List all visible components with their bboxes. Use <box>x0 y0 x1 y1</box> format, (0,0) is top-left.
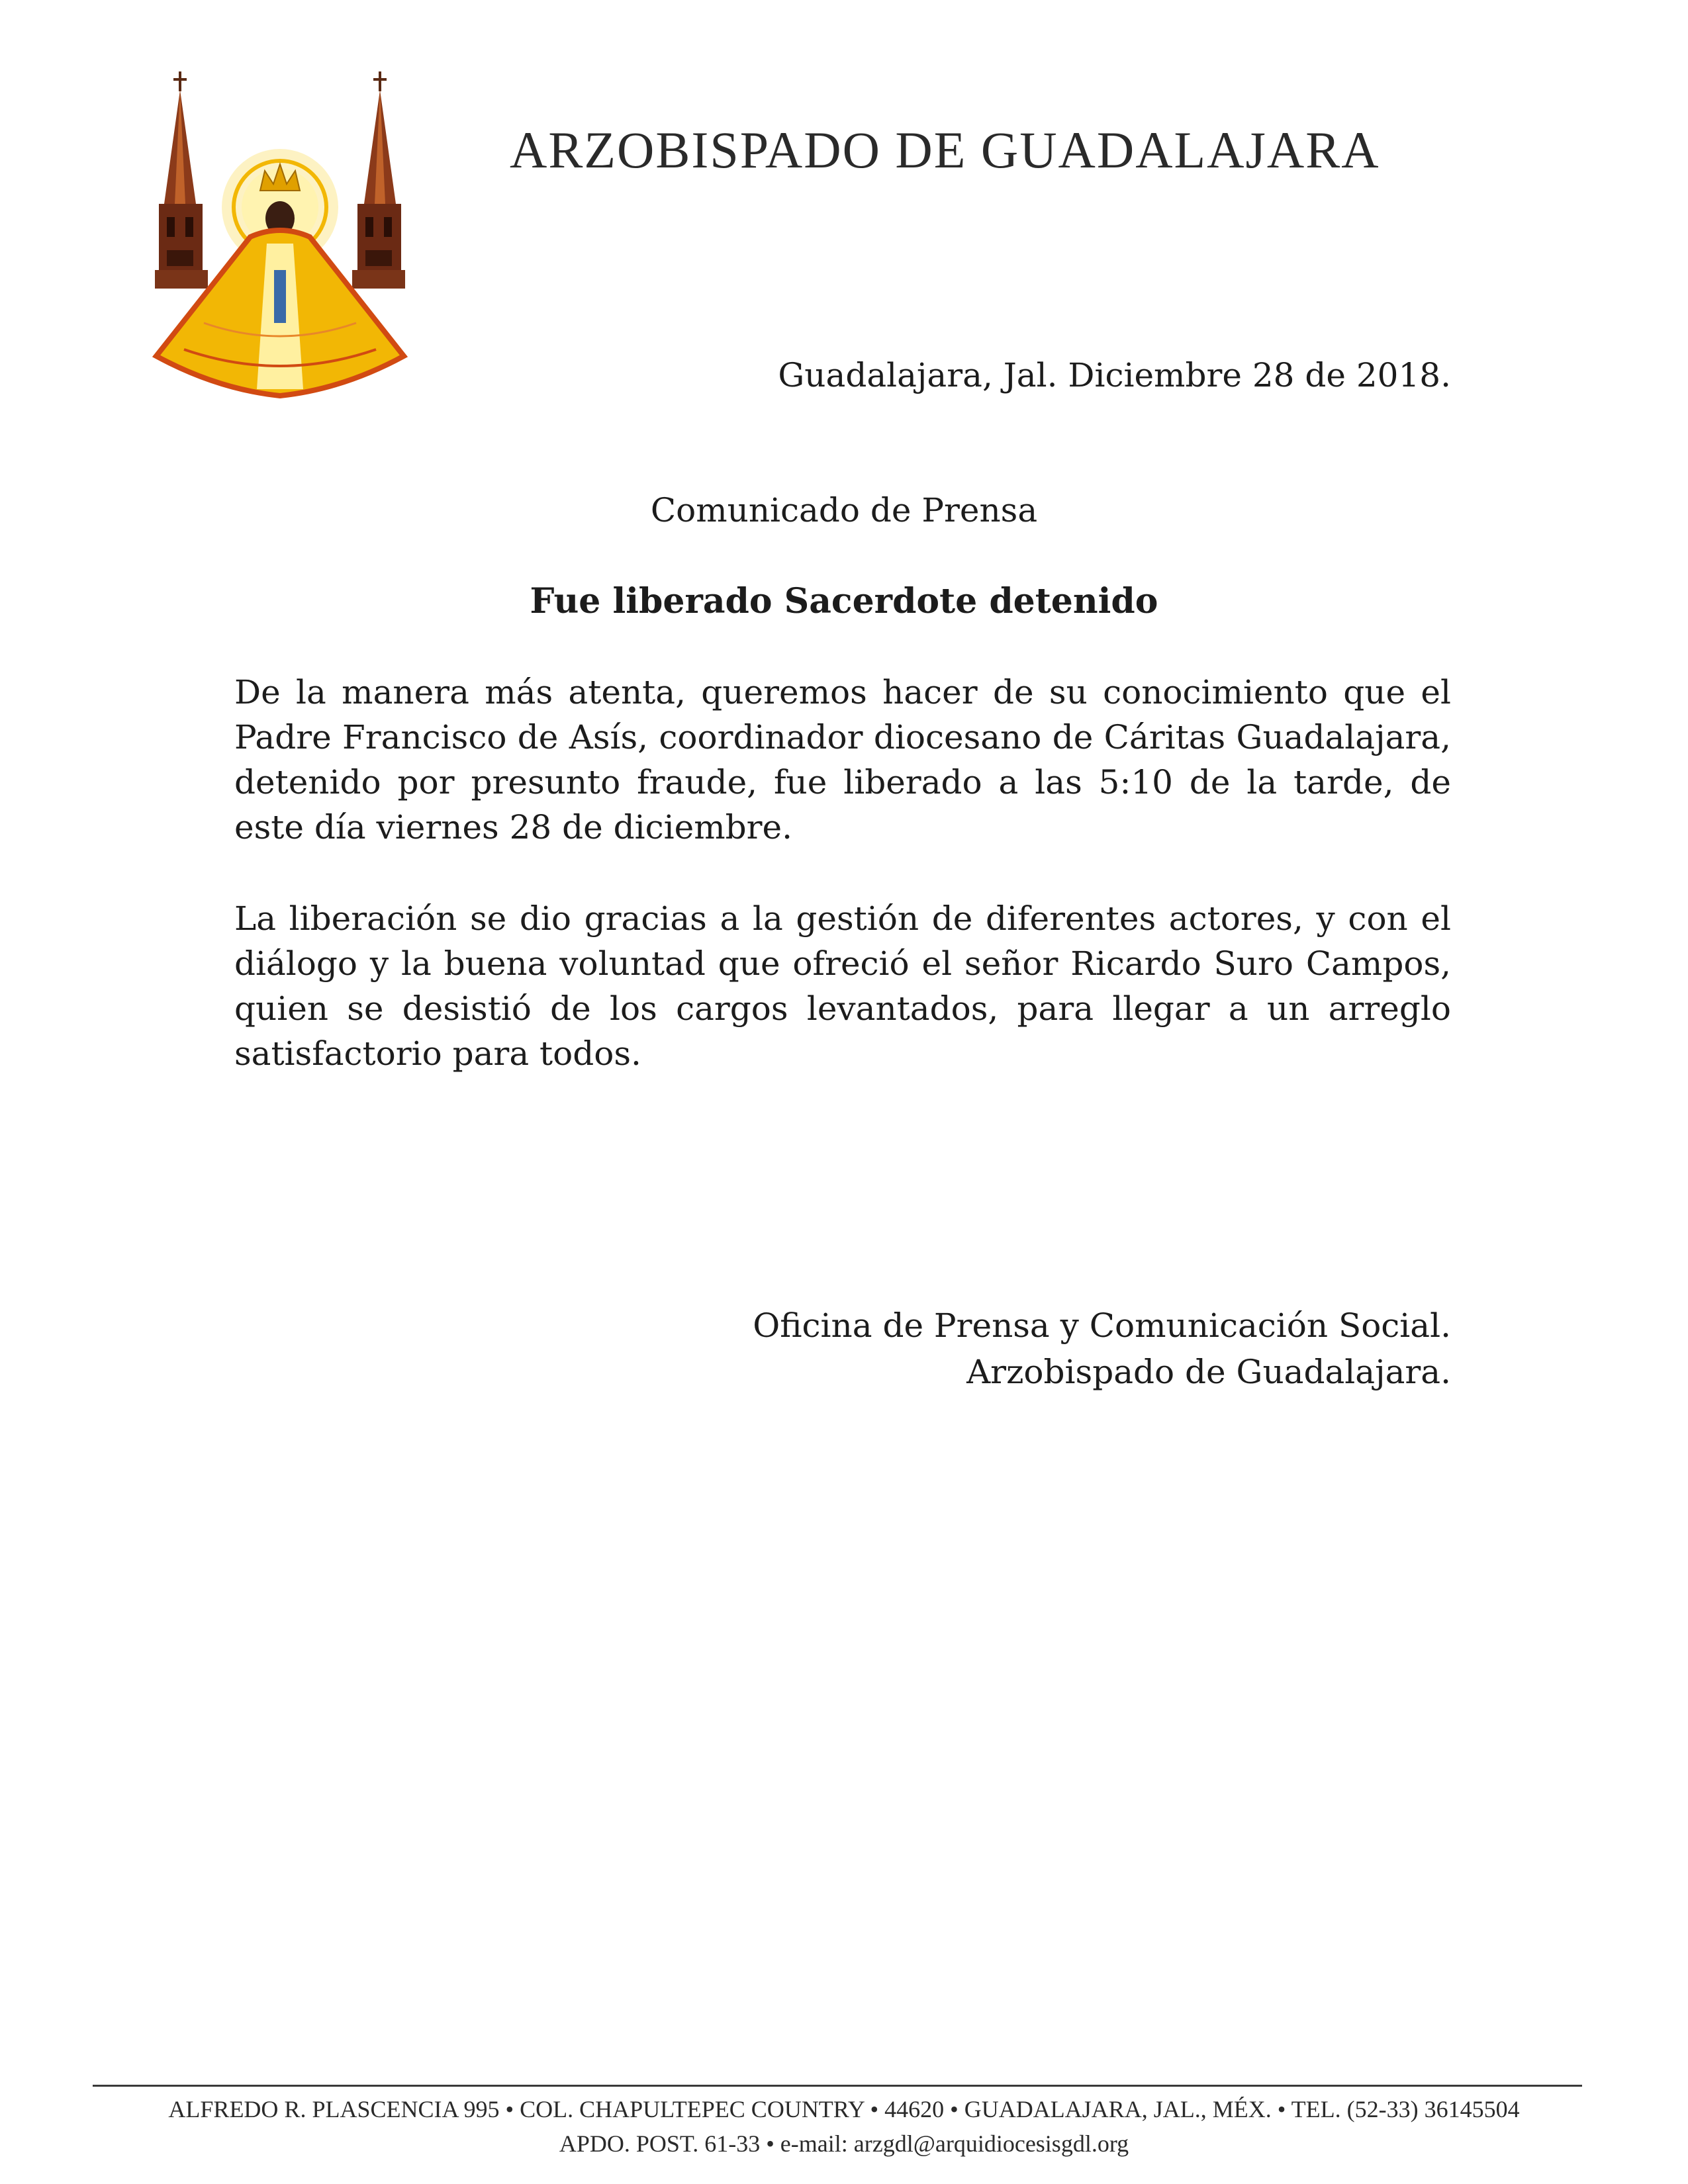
footer-divider <box>93 2085 1582 2087</box>
signature-organization: Arzobispado de Guadalajara. <box>966 1353 1451 1391</box>
paragraph: La liberación se dio gracias a la gestión de diferentes actores, y con el diálogo y la buena voluntad que ofreció el señor Ricardo Suro Campos, quien se desistió de los cargos levantados, para llegar a un arreglo satisfactorio para todos. <box>234 899 1451 1073</box>
signature-block <box>753 1302 1451 1395</box>
right-tower <box>352 71 405 289</box>
headline: Fue liberado Sacerdote detenido <box>530 581 1158 621</box>
date-line: Guadalajara, Jal. Diciembre 28 de 2018. <box>778 356 1451 394</box>
footer-address: ALFREDO R. PLASCENCIA 995 • COL. CHAPULTEPEC COUNTRY • 44620 • GUADALAJARA, JAL., MÉX. • TEL. (52-33) 36145504 <box>168 2096 1520 2122</box>
signature-office: Oficina de Prensa y Comunicación Social. <box>753 1306 1451 1345</box>
cathedral-virgin-logo-icon <box>144 71 416 410</box>
body-text <box>234 670 1451 1122</box>
press-release-label: Comunicado de Prensa <box>650 491 1038 529</box>
paragraph: De la manera más atenta, queremos hacer de su conocimiento que el Padre Francisco de Asís, coordinador diocesano de Cáritas Guadalajara, detenido por presunto fraude, fue liberado a las 5:10 de la tarde, de este día viernes 28 de diciembre. <box>234 673 1451 846</box>
letterhead-title: ARZOBISPADO DE GUADALAJARA <box>510 121 1380 179</box>
footer-contact: APDO. POST. 61-33 • e-mail: arzgdl@arquidiocesisgdl.org <box>559 2130 1129 2157</box>
left-tower <box>155 71 208 289</box>
